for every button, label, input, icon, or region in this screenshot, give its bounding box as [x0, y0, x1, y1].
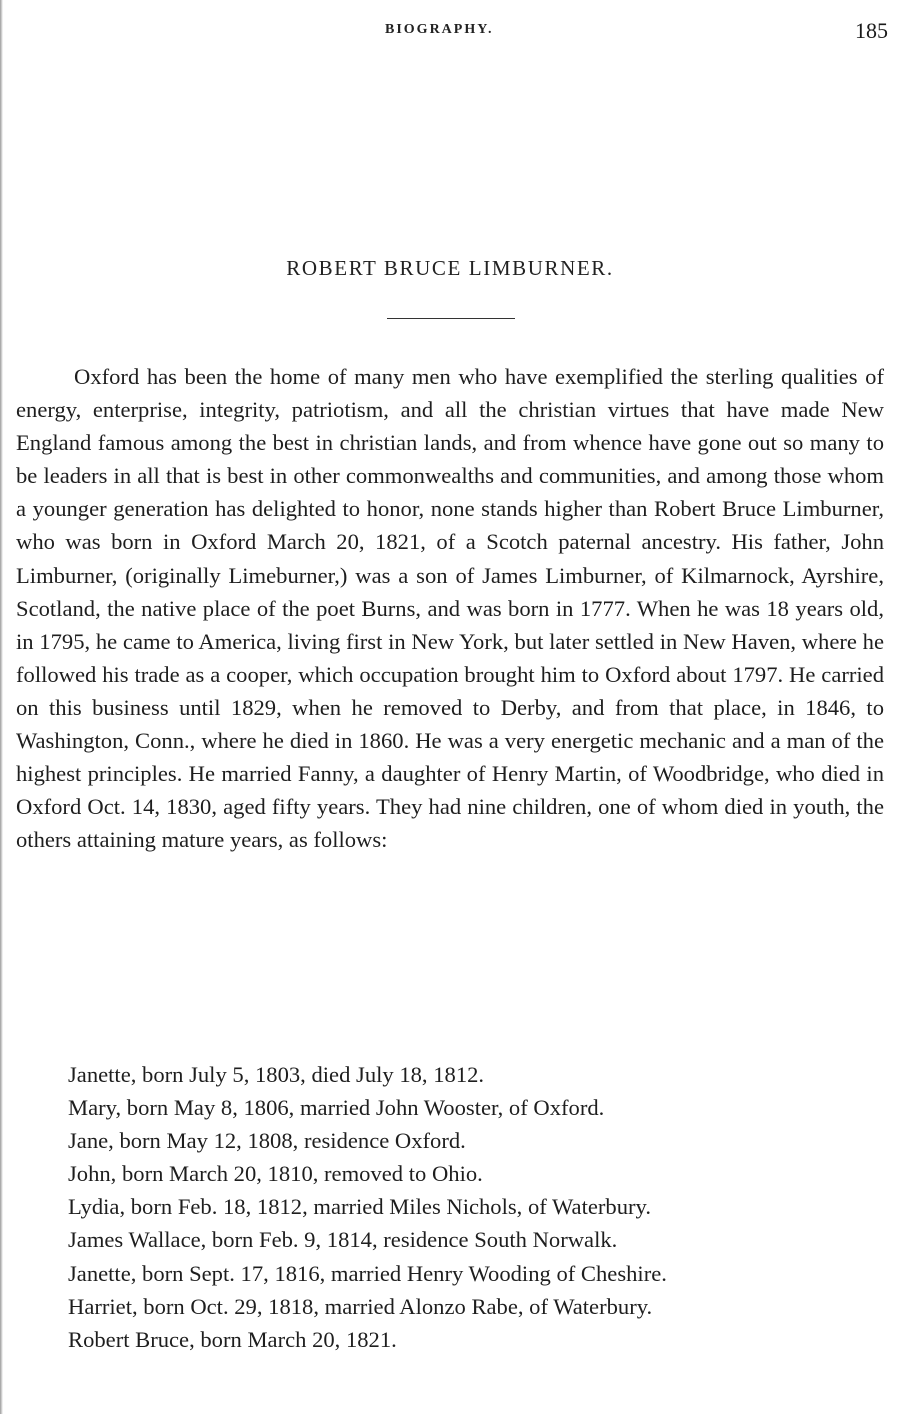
child-entry: James Wallace, born Feb. 9, 1814, residence South Norwalk.	[68, 1227, 618, 1253]
child-entry: Lydia, born Feb. 18, 1812, married Miles Nichols, of Waterbury.	[68, 1194, 652, 1220]
child-entry: Harriet, born Oct. 29, 1818, married Alonzo Rabe, of Waterbury.	[68, 1293, 653, 1319]
running-head	[0, 18, 900, 48]
child-entry: Janette, born July 5, 1803, died July 18, 1812.	[68, 1062, 485, 1087]
children-list	[12, 1058, 884, 1356]
page-number: 185	[855, 18, 888, 43]
child-entry: Janette, born Sept. 17, 1816, married Henry Wooding of Cheshire.	[68, 1260, 667, 1286]
child-entry: Robert Bruce, born March 20, 1821.	[68, 1326, 397, 1352]
chapter-title: ROBERT BRUCE LIMBURNER.	[286, 256, 614, 280]
child-entry: Mary, born May 8, 1806, married John Wooster, of Oxford.	[68, 1095, 605, 1121]
biography-paragraph: Oxford has been the home of many men who have exemplified the sterling qualities of energy, enterprise, integrity, patriotism, and all the christian virtues that have made New England famous among the best in christian lands, and from whence have gone out so many to be leaders in all that is best in other commonwealths and communities, and among those whom a younger generation has delighted to honor, none stands higher than Robert Bruce Limburner, who was born in Oxford March 20, 1821, of a Scotch paternal ancestry. His father, John Limburner, (originally Limeburner,) was a son of James Limburner, of Kilmarnock, Ayrshire, Scotland, the native place of the poet Burns, and was born in 1777. When he was 18 years old, in 1795, he came to America, living first in New York, but later settled in New Haven, where he followed his trade as a cooper, which occupation brought him to Oxford about 1797. He carried on this business until 1829, when he removed to Derby, and from that place, in 1846, to Washington, Conn., where he died in 1860. He was a very energetic mechanic and a man of the highest principles. He married Fanny, a daughter of Henry Martin, of Woodbridge, who died in Oxford Oct. 14, 1830, aged fifty years. They had nine children, one of whom died in youth, the others attaining mature years, as follows:	[16, 364, 884, 853]
running-title: BIOGRAPHY.	[385, 22, 494, 37]
child-entry: Jane, born May 12, 1808, residence Oxford.	[68, 1128, 466, 1154]
child-entry: John, born March 20, 1810, removed to Ohio.	[68, 1161, 483, 1187]
title-rule	[387, 318, 515, 319]
scan-edge-shadow	[0, 0, 3, 1414]
